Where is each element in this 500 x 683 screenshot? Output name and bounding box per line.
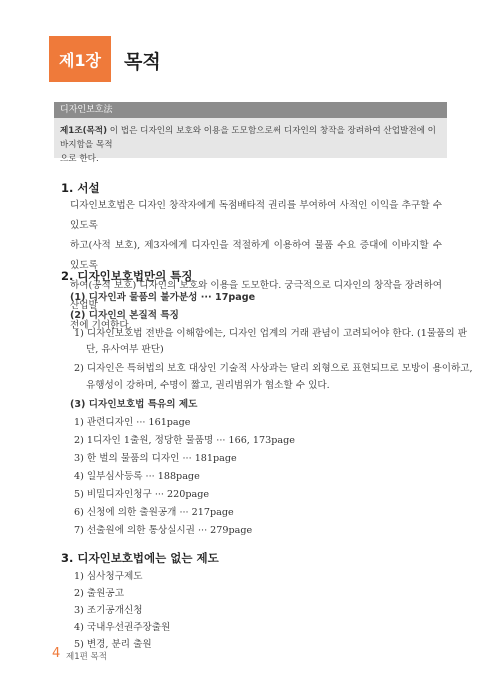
section-heading-1: 1. 서설 bbox=[61, 181, 100, 195]
law-article-box bbox=[54, 102, 447, 164]
list-item: 3) 한 벌의 물품의 디자인 ··· 181page bbox=[74, 453, 237, 464]
subheading: (2) 디자인의 본질적 특징 bbox=[70, 310, 179, 321]
list-item: 5) 변경, 분리 출원 bbox=[74, 639, 152, 650]
article-text-line2: 으로 한다. bbox=[60, 154, 99, 164]
subheading: (1) 디자인과 물품의 불가분성 ··· 17page bbox=[70, 292, 256, 303]
list-item: 7) 선출원에 의한 통상실시권 ··· 279page bbox=[74, 525, 253, 536]
list-item: 2) 1디자인 1출원, 정당한 물품명 ··· 166, 173page bbox=[74, 435, 295, 446]
list-item: 2) 출원공고 bbox=[74, 588, 124, 599]
paragraph-line: 하고(사적 보호), 제3자에게 디자인을 적절하게 이용하여 물품 수요 증대에 이바지할 수 있도록 bbox=[70, 240, 442, 271]
law-article-text bbox=[60, 124, 440, 166]
paragraph-line: 전에 기여한다. bbox=[70, 320, 132, 331]
chapter-badge: 제1장 bbox=[49, 36, 111, 82]
page-number: 4 bbox=[52, 646, 61, 661]
chapter-title: 목적 bbox=[124, 51, 161, 73]
footer-part-title: 제1편 목적 bbox=[66, 652, 107, 662]
list-item: 1) 디자인보호법 전반을 이해함에는, 디자인 업계의 거래 관념이 고려되어야 한다. (1물품의 판 bbox=[74, 328, 467, 339]
subheading: (3) 디자인보호법 특유의 제도 bbox=[70, 399, 198, 410]
paragraph-line: 하여(공적 보호) 디자인의 보호와 이용을 도모한다. 궁극적으로 디자인의 창작을 장려하여 산업발 bbox=[70, 280, 442, 311]
list-item-continuation: 단, 유사여부 판단) bbox=[86, 344, 164, 355]
list-item: 1) 관련디자인 ··· 161page bbox=[74, 417, 191, 428]
list-item: 6) 신청에 의한 출원공개 ··· 217page bbox=[74, 507, 234, 518]
paragraph-line: 디자인보호법은 디자인 창작자에게 독점배타적 권리를 부여하여 사적인 이익을 추구할 수 있도록 bbox=[70, 200, 442, 231]
section-heading-2: 2. 디자인보호법만의 특징 bbox=[61, 269, 193, 283]
list-item: 1) 심사청구제도 bbox=[74, 571, 143, 582]
section-heading-3: 3. 디자인보호법에는 없는 제도 bbox=[61, 551, 219, 565]
list-item: 4) 일부심사등록 ··· 188page bbox=[74, 471, 200, 482]
list-item: 4) 국내우선권주장출원 bbox=[74, 622, 171, 633]
article-text-line1: 이 법은 디자인의 보호와 이용을 도모함으로써 디자인의 창작을 장려하여 산업발전에 이바지함을 목적 bbox=[60, 126, 436, 150]
list-item-continuation: 유행성이 강하며, 수명이 짧고, 권리범위가 협소할 수 있다. bbox=[86, 380, 330, 391]
list-item: 5) 비밀디자인청구 ··· 220page bbox=[74, 489, 210, 500]
list-item: 3) 조기공개신청 bbox=[74, 605, 143, 616]
list-item: 2) 디자인은 특허법의 보호 대상인 기술적 사상과는 달리 외형으로 표현되므로 모방이 용이하고, bbox=[74, 363, 473, 374]
law-box-label: 디자인보호法 bbox=[54, 102, 447, 118]
article-reference: 제1조(목적) bbox=[60, 126, 108, 136]
